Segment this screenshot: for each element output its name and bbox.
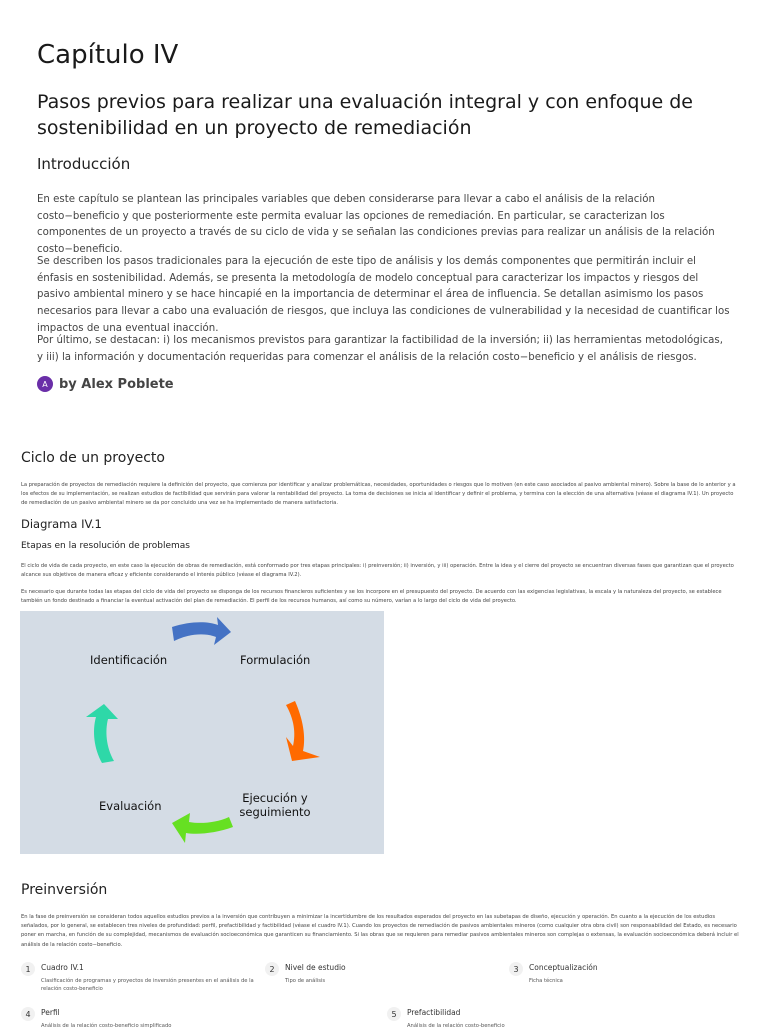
item-title: Prefactibilidad <box>407 1008 461 1017</box>
arrow-left <box>86 704 118 763</box>
item-title: Cuadro IV.1 <box>41 963 84 972</box>
item-number: 3 <box>509 962 523 976</box>
cycle-paragraph-3: Es necesario que durante todas las etapas del ciclo de vida del proyecto se disponga de los recursos financieros suficientes y se los incorpore en el presupuesto del proyecto. De acuerdo con las exigencias legislativas, la escala y la naturaleza del proyecto, se establece también un fondo destinado a financiar la eventual activación del plan de remediación. El perfil de los recursos humanos, así como su número, varían a lo largo del ciclo de vida del proyecto. <box>21 589 722 605</box>
item-desc: Tipo de análisis <box>285 978 326 984</box>
item-desc: Análisis de la relación costo-beneficio <box>407 1023 505 1029</box>
cycle-paragraph-2: El ciclo de vida de cada proyecto, en este caso la ejecución de obras de remediación, está conformado por tres etapas principales: i) preinversión; ii) inversión, y iii) operación. Entre la idea y el cierre del proyecto se encuentran diversas fases que garantizan que el proyecto alcance sus objetivos de manera eficaz y eficiente considerando el interés público (véase el diagrama IV.2). <box>21 563 734 579</box>
arrow-right <box>286 701 320 761</box>
label-ejecucion-line2: seguimiento <box>239 805 311 819</box>
label-ejecucion <box>235 791 315 819</box>
author-byline[interactable] <box>37 376 174 392</box>
label-ejecucion-line1: Ejecución y <box>242 791 308 805</box>
chapter-title: Capítulo IV <box>37 40 179 70</box>
chapter-subtitle: Pasos previos para realizar una evaluación integral y con enfoque de sostenibilidad en un proyecto de remediación <box>37 91 693 139</box>
preinversion-heading: Preinversión <box>21 882 108 898</box>
intro-heading: Introducción <box>37 155 131 173</box>
diagram-caption: Etapas en la resolución de problemas <box>21 541 191 551</box>
list-item[interactable] <box>509 962 729 985</box>
item-number: 1 <box>21 962 35 976</box>
item-number: 4 <box>21 1007 35 1021</box>
item-desc: Clasificación de programas y proyectos de inversión presentes en el análisis de la relación costo-beneficio <box>41 978 254 992</box>
diagram-title: Diagrama IV.1 <box>21 517 102 531</box>
cycle-heading: Ciclo de un proyecto <box>21 450 165 466</box>
avatar: A <box>37 376 53 392</box>
author-name: by Alex Poblete <box>59 376 174 392</box>
preinversion-paragraph: En la fase de preinversión se consideran todos aquellos estudios previos a la inversión que contribuyen a minimizar la incertidumbre de los resultados esperados del proyecto en las subetapas de diseño, ejecución y operación. En cuanto a la ejecución de los estudios señalados, por lo general, se establecen tres niveles de profundidad: perfil, prefactibilidad y factibilidad (véase el cuadro IV.1). Cuando los proyectos de remediación de pasivos ambientales mineros (como cualquier otra obra civil) son responsabilidad del Estado, es necesario poner en marcha, en función de su complejidad, mecanismos de evaluación socioeconómica que garanticen su financiamiento. Si las obras que se requieren para remediar pasivos ambientales mineros son complejas o extensas, la evaluación socioeconómica deberá incluir el análisis de la relación costo−beneficio. <box>21 914 739 948</box>
item-desc: Ficha técnica <box>529 978 563 984</box>
intro-paragraph-3: Por último, se destacan: i) los mecanismos previstos para garantizar la factibilidad de la inversión; ii) las herramientas metodológicas, y iii) la información y documentación requeridas para comenzar el análisis de la relación costo−beneficio y el análisis de riesgos. <box>37 335 723 363</box>
cycle-diagram <box>20 611 384 854</box>
list-item[interactable] <box>265 962 510 985</box>
arrow-bottom <box>172 813 233 843</box>
list-item[interactable] <box>387 1007 632 1030</box>
item-desc: Análisis de la relación costo-beneficio simplificado <box>41 1023 172 1029</box>
label-identificacion: Identificación <box>90 653 168 667</box>
label-evaluacion: Evaluación <box>99 799 162 813</box>
list-item[interactable] <box>21 1007 266 1030</box>
list-item[interactable] <box>21 962 266 993</box>
item-title: Perfil <box>41 1008 60 1017</box>
cycle-paragraph: La preparación de proyectos de remediación requiere la definición del proyecto, que comienza por identificar y analizar problemáticas, necesidades, oportunidades o riesgos que lo motiven (en este caso asociados al pasivo ambiental minero). Sobre la base de lo anterior y a los efectos de su implementación, se realizan estudios de factibilidad que servirán para valorar la rentabilidad del proyecto. La toma de decisiones se inicia al identificar y definir el problema, y termina con la elección de una alternativa (véase el diagrama IV.1). Un proyecto de remediación de un pasivo ambiental minero se da por concluido una vez se ha implementado de manera satisfactoria. <box>21 482 736 507</box>
item-number: 2 <box>265 962 279 976</box>
item-title: Conceptualización <box>529 963 598 972</box>
intro-paragraph-1: En este capítulo se plantean las principales variables que deben considerarse para llevar a cabo el análisis de la relación costo−beneficio y que posteriormente este permita evaluar las opciones de remediación. En particular, se caracterizan los componentes de un proyecto a través de su ciclo de vida y se señalan las condiciones previas para realizar un análisis de la relación costo−beneficio. <box>37 194 715 256</box>
item-title: Nivel de estudio <box>285 963 346 972</box>
cycle-arrows <box>20 611 384 854</box>
label-formulacion: Formulación <box>240 653 311 667</box>
intro-paragraph-2: Se describen los pasos tradicionales para la ejecución de este tipo de análisis y los demás componentes que permitirán incluir el énfasis en sostenibilidad. Además, se presenta la metodología de modelo conceptual para caracterizar los impactos y riesgos del pasivo ambiental minero y se hace hincapié en la importancia de determinar el área de influencia. Se detallan asimismo los pasos necesarios para llevar a cabo una evaluación de riesgos, que incluya las condiciones de vulnerabilidad y la necesidad de cuantificar los impactos de una eventual inacción. <box>37 256 730 334</box>
arrow-top <box>172 617 231 645</box>
item-number: 5 <box>387 1007 401 1021</box>
